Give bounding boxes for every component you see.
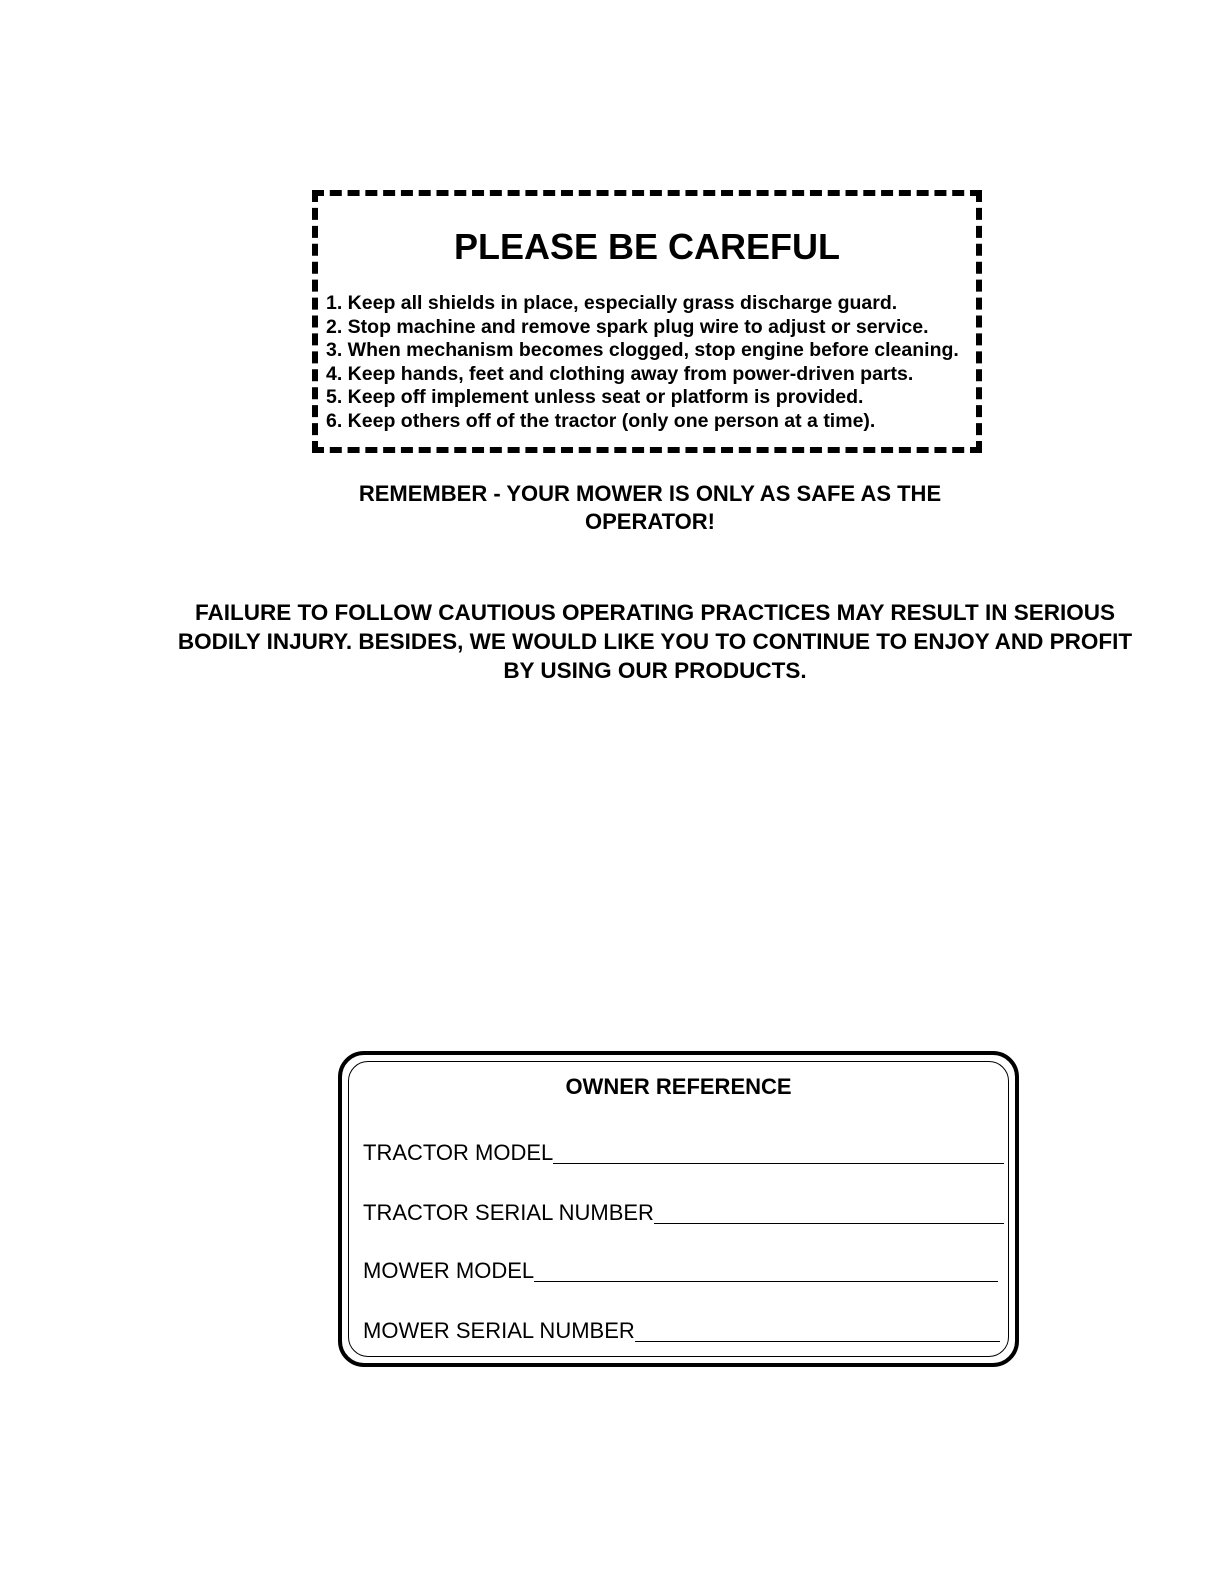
remember-line: OPERATOR! [585, 509, 715, 534]
blank-line [635, 1340, 1000, 1342]
remember-line: REMEMBER - YOUR MOWER IS ONLY AS SAFE AS THE [358, 481, 942, 506]
owner-reference-title: OWNER REFERENCE [565, 1074, 792, 1099]
please-be-careful-box [312, 190, 982, 453]
blank-line [534, 1280, 998, 1282]
safety-rule: 2. Stop machine and remove spark plug wire to adjust or service. [326, 315, 929, 338]
field-label: MOWER MODEL [363, 1258, 535, 1283]
field-label: MOWER SERIAL NUMBER [363, 1318, 635, 1343]
owner-reference-inner-frame [348, 1061, 1009, 1357]
failure-line: FAILURE TO FOLLOW CAUTIOUS OPERATING PRACTICES MAY RESULT IN SERIOUS [194, 600, 1116, 625]
safety-rule: 6. Keep others off of the tractor (only one person at a time). [326, 409, 876, 432]
mower-model-field[interactable] [363, 1256, 998, 1284]
remember-notice [300, 480, 1000, 536]
field-label: TRACTOR MODEL [363, 1140, 554, 1165]
failure-line: BY USING OUR PRODUCTS. [503, 658, 807, 683]
tractor-model-field[interactable] [363, 1138, 1004, 1166]
blank-line [654, 1222, 1004, 1224]
tractor-serial-number-field[interactable] [363, 1198, 1004, 1226]
safety-rule: 4. Keep hands, feet and clothing away from power-driven parts. [326, 362, 914, 385]
failure-warning [120, 598, 1190, 685]
safety-rule: 3. When mechanism becomes clogged, stop engine before cleaning. [326, 339, 959, 362]
blank-line [553, 1162, 1004, 1164]
safety-rule: 1. Keep all shields in place, especially grass discharge guard. [326, 292, 898, 314]
safety-rule: 5. Keep off implement unless seat or platform is provided. [326, 386, 864, 409]
mower-serial-number-field[interactable] [363, 1316, 1000, 1344]
field-label: TRACTOR SERIAL NUMBER [363, 1200, 654, 1225]
careful-title: PLEASE BE CAREFUL [453, 226, 841, 267]
safety-rules-list [326, 292, 959, 434]
owner-reference-box [338, 1051, 1019, 1367]
failure-line: BODILY INJURY. BESIDES, WE WOULD LIKE YOU TO CONTINUE TO ENJOY AND PROFIT [177, 629, 1133, 654]
